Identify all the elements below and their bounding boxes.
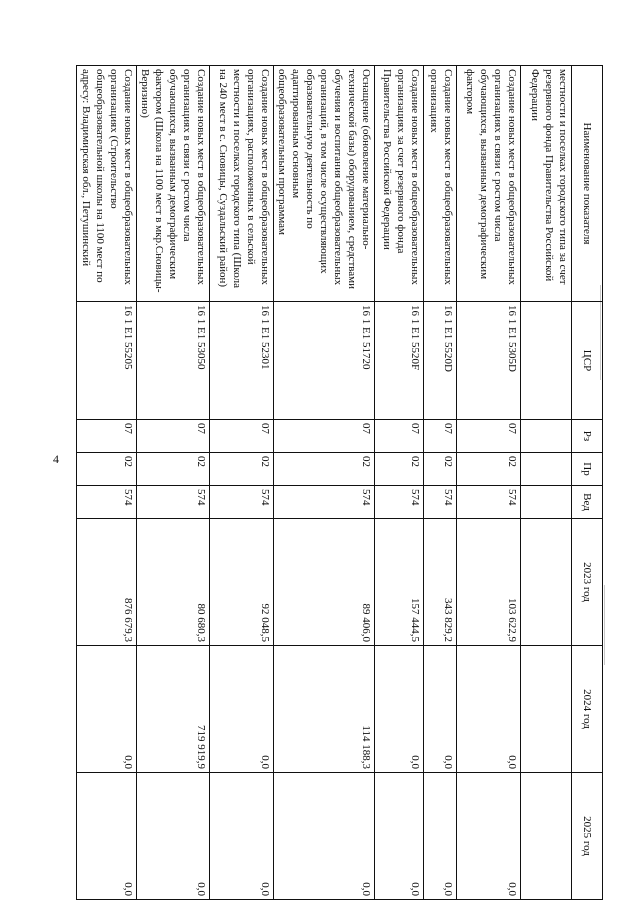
value-2025: 0,0 (457, 773, 521, 900)
budget-table (76, 65, 603, 900)
table-row (521, 66, 572, 900)
csr-code (521, 302, 572, 420)
header-indicator-name: Наименование показателя (572, 66, 603, 302)
header-ved: Вед (572, 486, 603, 519)
pr-code: 02 (457, 453, 521, 486)
value-2025: 0,0 (210, 773, 274, 900)
table-rotator (80, 65, 603, 900)
value-2025: 0,0 (77, 773, 137, 900)
value-2024 (521, 646, 572, 773)
rz-code: 07 (457, 420, 521, 453)
value-2024: 719 919,9 (137, 646, 210, 773)
ved-code: 574 (457, 486, 521, 519)
csr-code: 16 1 E1 55205 (77, 302, 137, 420)
value-2023: 89 406,0 (274, 519, 375, 646)
header-csr: ЦСР (572, 302, 603, 420)
pr-code: 02 (77, 453, 137, 486)
table-row (77, 66, 137, 900)
table-row (375, 66, 424, 900)
indicator-name: Создание новых мест в общеобразовательных организациях за счет резервного фонда Правительства Российской Федерации (375, 66, 424, 302)
value-2025: 0,0 (137, 773, 210, 900)
pr-code: 02 (375, 453, 424, 486)
value-2023: 876 679,3 (77, 519, 137, 646)
csr-code: 16 1 E1 5520D (424, 302, 457, 420)
indicator-name: Создание новых мест в общеобразовательных организациях в связи с ростом числа обучающихся, вызванным демографическим фактором (457, 66, 521, 302)
ved-code: 574 (77, 486, 137, 519)
value-2024: 0,0 (210, 646, 274, 773)
ved-code: 574 (424, 486, 457, 519)
header-pr: Пр (572, 453, 603, 486)
rz-code: 07 (137, 420, 210, 453)
indicator-name: Создание новых мест в общеобразовательных организациях в связи с ростом числа обучающихся, вызванным демографическим фактором (Школа на 1100 мест в мкр.Сновицы-Веризино) (137, 66, 210, 302)
header-year-2023: 2023 год (572, 519, 603, 646)
table-row (274, 66, 375, 900)
value-2023: 80 680,3 (137, 519, 210, 646)
header-year-2025: 2025 год (572, 773, 603, 900)
pr-code (521, 453, 572, 486)
table-row (137, 66, 210, 900)
page-number: 4 (53, 452, 59, 466)
pr-code: 02 (137, 453, 210, 486)
value-2023: 343 829,2 (424, 519, 457, 646)
ved-code: 574 (137, 486, 210, 519)
csr-code: 16 1 E1 5305D (457, 302, 521, 420)
csr-code: 16 1 E1 52301 (210, 302, 274, 420)
scan-artifact (604, 585, 605, 665)
indicator-name: Создание новых мест в общеобразовательных организациях (424, 66, 457, 302)
rz-code: 07 (77, 420, 137, 453)
table-row (210, 66, 274, 900)
value-2024: 0,0 (457, 646, 521, 773)
rz-code (521, 420, 572, 453)
value-2024: 0,0 (424, 646, 457, 773)
value-2024: 0,0 (77, 646, 137, 773)
table-row (424, 66, 457, 900)
rz-code: 07 (274, 420, 375, 453)
value-2024: 114 188,3 (274, 646, 375, 773)
header-rz: Рз (572, 420, 603, 453)
value-2024: 0,0 (375, 646, 424, 773)
value-2025: 0,0 (424, 773, 457, 900)
indicator-name: Создание новых мест в общеобразовательных организациях, расположенных в сельской местности и поселках городского типа (Школа на 240 мест в с. Сновицы, Суздальский район) (210, 66, 274, 302)
rz-code: 07 (424, 420, 457, 453)
table-header-row (572, 66, 603, 900)
pr-code: 02 (424, 453, 457, 486)
value-2025: 0,0 (274, 773, 375, 900)
indicator-name: Создание новых мест в общеобразовательных организациях (Строительство общеобразовательной школы на 1100 мест по адресу: Владимирская обл., Петушинский (77, 66, 137, 302)
header-year-2024: 2024 год (572, 646, 603, 773)
value-2023: 103 622,9 (457, 519, 521, 646)
pr-code: 02 (274, 453, 375, 486)
value-2023: 92 048,5 (210, 519, 274, 646)
indicator-name: местности и поселках городского типа за счет резервного фонда Правительства Российской Федерации (521, 66, 572, 302)
rz-code: 07 (210, 420, 274, 453)
csr-code: 16 1 E1 5520F (375, 302, 424, 420)
ved-code (521, 486, 572, 519)
rz-code: 07 (375, 420, 424, 453)
indicator-name: Оснащение (обновление материально-технической базы) оборудованием, средствами обучения и воспитания общеобразовательных организаций, в том числе осуществляющих образовательную деятельность по адаптированным основным общеобразовательным программам (274, 66, 375, 302)
csr-code: 16 1 E1 51720 (274, 302, 375, 420)
table-body (77, 66, 572, 900)
value-2023: 157 444,5 (375, 519, 424, 646)
ved-code: 574 (274, 486, 375, 519)
csr-code: 16 1 E1 53050 (137, 302, 210, 420)
table-row (457, 66, 521, 900)
value-2025: 0,0 (375, 773, 424, 900)
value-2025 (521, 773, 572, 900)
value-2023 (521, 519, 572, 646)
rotated-table-area (80, 65, 603, 900)
pr-code: 02 (210, 453, 274, 486)
ved-code: 574 (375, 486, 424, 519)
ved-code: 574 (210, 486, 274, 519)
